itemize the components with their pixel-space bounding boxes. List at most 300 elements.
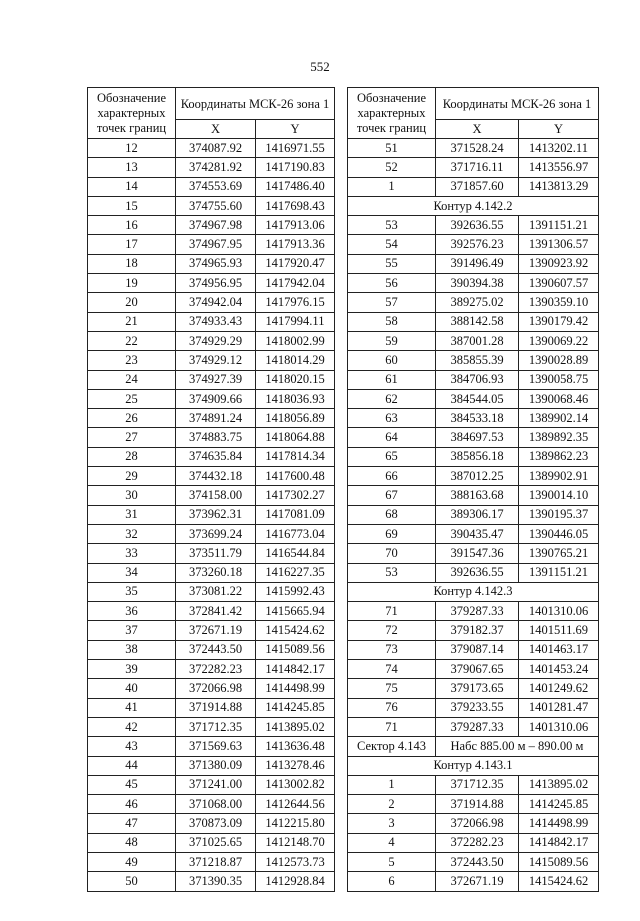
point-cell: 45 — [88, 775, 176, 794]
header-y: Y — [519, 120, 599, 139]
table-row — [348, 698, 599, 717]
table-row — [88, 872, 335, 891]
point-cell: 72 — [348, 621, 436, 640]
header-coords-title: Координаты МСК-26 зона 1 — [436, 88, 599, 120]
y-cell: 1390446.05 — [519, 524, 599, 543]
x-cell: 385855.39 — [436, 351, 519, 370]
y-cell: 1390195.37 — [519, 505, 599, 524]
y-cell: 1413636.48 — [256, 737, 335, 756]
table-row — [348, 872, 599, 891]
x-cell: 373081.22 — [176, 582, 256, 601]
x-cell: 371914.88 — [436, 795, 519, 814]
y-cell: 1390359.10 — [519, 293, 599, 312]
point-cell: 42 — [88, 717, 176, 736]
header-y: Y — [256, 120, 335, 139]
point-cell: 33 — [88, 544, 176, 563]
y-cell: 1391151.21 — [519, 563, 599, 582]
x-cell: 379287.33 — [436, 717, 519, 736]
table-row — [88, 775, 335, 794]
point-cell: 23 — [88, 351, 176, 370]
point-cell: 26 — [88, 409, 176, 428]
point-cell: 51 — [348, 139, 436, 158]
table-row — [348, 312, 599, 331]
y-cell: 1416544.84 — [256, 544, 335, 563]
y-cell: 1414842.17 — [256, 660, 335, 679]
table-row — [348, 389, 599, 408]
table-row — [348, 795, 599, 814]
point-cell: 76 — [348, 698, 436, 717]
table-row — [88, 467, 335, 486]
sector-label: Сектор 4.143 — [348, 737, 436, 756]
x-cell: 373962.31 — [176, 505, 256, 524]
table-row — [88, 852, 335, 871]
y-cell: 1412215.80 — [256, 814, 335, 833]
table-row — [88, 756, 335, 775]
y-cell: 1417920.47 — [256, 254, 335, 273]
y-cell: 1390014.10 — [519, 486, 599, 505]
table-row — [348, 177, 599, 196]
table-row — [348, 679, 599, 698]
table-row — [88, 428, 335, 447]
x-cell: 390435.47 — [436, 524, 519, 543]
point-cell: 28 — [88, 447, 176, 466]
table-row — [88, 196, 335, 215]
x-cell: 373511.79 — [176, 544, 256, 563]
x-cell: 372671.19 — [436, 872, 519, 891]
y-cell: 1414498.99 — [256, 679, 335, 698]
contour-row — [348, 756, 599, 775]
header-label-line: Обозначение — [96, 90, 167, 105]
x-cell: 390394.38 — [436, 274, 519, 293]
table-row — [348, 775, 599, 794]
x-cell: 374755.60 — [176, 196, 256, 215]
table-row — [88, 447, 335, 466]
point-cell: 35 — [88, 582, 176, 601]
y-cell: 1389862.23 — [519, 447, 599, 466]
x-cell: 374158.00 — [176, 486, 256, 505]
table-row — [88, 331, 335, 350]
point-cell: 43 — [88, 737, 176, 756]
point-cell: 27 — [88, 428, 176, 447]
y-cell: 1415089.56 — [519, 852, 599, 871]
point-cell: 17 — [88, 235, 176, 254]
y-cell: 1389892.35 — [519, 428, 599, 447]
header-point-label — [348, 88, 436, 139]
point-cell: 1 — [348, 177, 436, 196]
table-row — [348, 370, 599, 389]
point-cell: 30 — [88, 486, 176, 505]
header-x: X — [176, 120, 256, 139]
x-cell: 372066.98 — [436, 814, 519, 833]
point-cell: 34 — [88, 563, 176, 582]
table-body-left — [88, 139, 335, 892]
point-cell: 13 — [88, 158, 176, 177]
y-cell: 1391306.57 — [519, 235, 599, 254]
table-row — [88, 602, 335, 621]
point-cell: 5 — [348, 852, 436, 871]
x-cell: 372671.19 — [176, 621, 256, 640]
y-cell: 1401310.06 — [519, 717, 599, 736]
contour-label: Контур 4.142.2 — [348, 196, 599, 215]
x-cell: 389275.02 — [436, 293, 519, 312]
header-label-line: Обозначение — [356, 90, 427, 105]
y-cell: 1417190.83 — [256, 158, 335, 177]
point-cell: 74 — [348, 660, 436, 679]
point-cell: 61 — [348, 370, 436, 389]
x-cell: 371380.09 — [176, 756, 256, 775]
y-cell: 1401310.06 — [519, 602, 599, 621]
header-label-line: точек границ — [356, 120, 427, 135]
x-cell: 371857.60 — [436, 177, 519, 196]
table-row — [348, 486, 599, 505]
table-row — [88, 505, 335, 524]
point-cell: 24 — [88, 370, 176, 389]
contour-row — [348, 196, 599, 215]
point-cell: 31 — [88, 505, 176, 524]
x-cell: 374891.24 — [176, 409, 256, 428]
x-cell: 371218.87 — [176, 852, 256, 871]
point-cell: 38 — [88, 640, 176, 659]
x-cell: 373260.18 — [176, 563, 256, 582]
point-cell: 56 — [348, 274, 436, 293]
sector-row — [348, 737, 599, 756]
table-row — [348, 274, 599, 293]
table-row — [88, 814, 335, 833]
point-cell: 21 — [88, 312, 176, 331]
x-cell: 374635.84 — [176, 447, 256, 466]
point-cell: 36 — [88, 602, 176, 621]
y-cell: 1417698.43 — [256, 196, 335, 215]
x-cell: 371914.88 — [176, 698, 256, 717]
point-cell: 64 — [348, 428, 436, 447]
x-cell: 374929.29 — [176, 331, 256, 350]
y-cell: 1390069.22 — [519, 331, 599, 350]
x-cell: 388142.58 — [436, 312, 519, 331]
x-cell: 392576.23 — [436, 235, 519, 254]
table-body-right — [348, 139, 599, 892]
point-cell: 41 — [88, 698, 176, 717]
x-cell: 391547.36 — [436, 544, 519, 563]
x-cell: 372282.23 — [176, 660, 256, 679]
y-cell: 1390923.92 — [519, 254, 599, 273]
point-cell: 68 — [348, 505, 436, 524]
y-cell: 1418064.88 — [256, 428, 335, 447]
y-cell: 1401453.24 — [519, 660, 599, 679]
table-row — [88, 312, 335, 331]
table-row — [348, 833, 599, 852]
point-cell: 63 — [348, 409, 436, 428]
coordinates-table-right — [347, 87, 599, 892]
point-cell: 48 — [88, 833, 176, 852]
x-cell: 370873.09 — [176, 814, 256, 833]
y-cell: 1401463.17 — [519, 640, 599, 659]
x-cell: 392636.55 — [436, 216, 519, 235]
table-row — [88, 582, 335, 601]
point-cell: 22 — [88, 331, 176, 350]
table-row — [348, 254, 599, 273]
y-cell: 1389902.14 — [519, 409, 599, 428]
table-row — [348, 293, 599, 312]
x-cell: 371528.24 — [436, 139, 519, 158]
y-cell: 1416773.04 — [256, 524, 335, 543]
x-cell: 391496.49 — [436, 254, 519, 273]
point-cell: 49 — [88, 852, 176, 871]
y-cell: 1417913.06 — [256, 216, 335, 235]
y-cell: 1413002.82 — [256, 775, 335, 794]
header-label-line: точек границ — [96, 120, 167, 135]
x-cell: 392636.55 — [436, 563, 519, 582]
table-row — [88, 158, 335, 177]
contour-row — [348, 582, 599, 601]
x-cell: 374909.66 — [176, 389, 256, 408]
table-row — [348, 602, 599, 621]
point-cell: 58 — [348, 312, 436, 331]
x-cell: 374553.69 — [176, 177, 256, 196]
table-row — [88, 177, 335, 196]
table-row — [348, 428, 599, 447]
coordinates-table-left — [87, 87, 335, 892]
y-cell: 1390765.21 — [519, 544, 599, 563]
y-cell: 1390607.57 — [519, 274, 599, 293]
point-cell: 57 — [348, 293, 436, 312]
point-cell: 47 — [88, 814, 176, 833]
x-cell: 379087.14 — [436, 640, 519, 659]
x-cell: 374929.12 — [176, 351, 256, 370]
x-cell: 384533.18 — [436, 409, 519, 428]
y-cell: 1401511.69 — [519, 621, 599, 640]
table-row — [348, 467, 599, 486]
point-cell: 73 — [348, 640, 436, 659]
x-cell: 387001.28 — [436, 331, 519, 350]
header-x: X — [436, 120, 519, 139]
y-cell: 1417302.27 — [256, 486, 335, 505]
table-row — [88, 737, 335, 756]
table-row — [88, 389, 335, 408]
y-cell: 1415424.62 — [256, 621, 335, 640]
y-cell: 1390068.46 — [519, 389, 599, 408]
table-row — [88, 640, 335, 659]
point-cell: 6 — [348, 872, 436, 891]
y-cell: 1418002.99 — [256, 331, 335, 350]
x-cell: 371569.63 — [176, 737, 256, 756]
x-cell: 371241.00 — [176, 775, 256, 794]
x-cell: 374965.93 — [176, 254, 256, 273]
y-cell: 1414842.17 — [519, 833, 599, 852]
point-cell: 71 — [348, 602, 436, 621]
x-cell: 384544.05 — [436, 389, 519, 408]
table-row — [348, 447, 599, 466]
x-cell: 371712.35 — [436, 775, 519, 794]
y-cell: 1413813.29 — [519, 177, 599, 196]
point-cell: 4 — [348, 833, 436, 852]
y-cell: 1390058.75 — [519, 370, 599, 389]
table-row — [88, 139, 335, 158]
table-row — [348, 852, 599, 871]
x-cell: 374942.04 — [176, 293, 256, 312]
y-cell: 1412928.84 — [256, 872, 335, 891]
point-cell: 46 — [88, 795, 176, 814]
x-cell: 374281.92 — [176, 158, 256, 177]
point-cell: 12 — [88, 139, 176, 158]
y-cell: 1413278.46 — [256, 756, 335, 775]
table-row — [88, 293, 335, 312]
table-row — [88, 698, 335, 717]
point-cell: 2 — [348, 795, 436, 814]
x-cell: 384697.53 — [436, 428, 519, 447]
table-row — [88, 486, 335, 505]
point-cell: 32 — [88, 524, 176, 543]
table-row — [88, 717, 335, 736]
point-cell: 44 — [88, 756, 176, 775]
x-cell: 384706.93 — [436, 370, 519, 389]
x-cell: 374967.98 — [176, 216, 256, 235]
x-cell: 385856.18 — [436, 447, 519, 466]
table-row — [348, 409, 599, 428]
y-cell: 1413202.11 — [519, 139, 599, 158]
table-row — [348, 544, 599, 563]
point-cell: 29 — [88, 467, 176, 486]
x-cell: 388163.68 — [436, 486, 519, 505]
table-row — [88, 216, 335, 235]
x-cell: 372282.23 — [436, 833, 519, 852]
y-cell: 1412644.56 — [256, 795, 335, 814]
y-cell: 1401249.62 — [519, 679, 599, 698]
sector-value: Набс 885.00 м – 890.00 м — [436, 737, 599, 756]
point-cell: 25 — [88, 389, 176, 408]
point-cell: 18 — [88, 254, 176, 273]
table-row — [348, 139, 599, 158]
point-cell: 15 — [88, 196, 176, 215]
table-row — [88, 833, 335, 852]
x-cell: 387012.25 — [436, 467, 519, 486]
table-row — [88, 795, 335, 814]
table-row — [348, 331, 599, 350]
y-cell: 1418014.29 — [256, 351, 335, 370]
y-cell: 1401281.47 — [519, 698, 599, 717]
table-row — [348, 717, 599, 736]
x-cell: 374927.39 — [176, 370, 256, 389]
table-row — [88, 563, 335, 582]
point-cell: 40 — [88, 679, 176, 698]
header-point-label — [88, 88, 176, 139]
point-cell: 55 — [348, 254, 436, 273]
y-cell: 1417814.34 — [256, 447, 335, 466]
y-cell: 1417913.36 — [256, 235, 335, 254]
point-cell: 52 — [348, 158, 436, 177]
x-cell: 374883.75 — [176, 428, 256, 447]
table-row — [348, 640, 599, 659]
y-cell: 1390028.89 — [519, 351, 599, 370]
x-cell: 371025.65 — [176, 833, 256, 852]
point-cell: 69 — [348, 524, 436, 543]
point-cell: 50 — [88, 872, 176, 891]
table-row — [348, 563, 599, 582]
y-cell: 1417994.11 — [256, 312, 335, 331]
x-cell: 379067.65 — [436, 660, 519, 679]
x-cell: 371712.35 — [176, 717, 256, 736]
contour-label: Контур 4.142.3 — [348, 582, 599, 601]
contour-label: Контур 4.143.1 — [348, 756, 599, 775]
table-row — [348, 158, 599, 177]
x-cell: 372443.50 — [176, 640, 256, 659]
x-cell: 374087.92 — [176, 139, 256, 158]
y-cell: 1417081.09 — [256, 505, 335, 524]
table-row — [348, 621, 599, 640]
y-cell: 1418036.93 — [256, 389, 335, 408]
y-cell: 1418020.15 — [256, 370, 335, 389]
point-cell: 16 — [88, 216, 176, 235]
y-cell: 1417486.40 — [256, 177, 335, 196]
x-cell: 389306.17 — [436, 505, 519, 524]
x-cell: 371068.00 — [176, 795, 256, 814]
x-cell: 379173.65 — [436, 679, 519, 698]
point-cell: 75 — [348, 679, 436, 698]
point-cell: 20 — [88, 293, 176, 312]
x-cell: 379182.37 — [436, 621, 519, 640]
page-number: 552 — [310, 59, 330, 74]
y-cell: 1417600.48 — [256, 467, 335, 486]
point-cell: 62 — [348, 389, 436, 408]
x-cell: 379233.55 — [436, 698, 519, 717]
table-row — [348, 235, 599, 254]
header-label-line: характерных — [357, 105, 426, 120]
x-cell: 374967.95 — [176, 235, 256, 254]
table-row — [88, 679, 335, 698]
point-cell: 60 — [348, 351, 436, 370]
table-row — [348, 505, 599, 524]
y-cell: 1412148.70 — [256, 833, 335, 852]
y-cell: 1391151.21 — [519, 216, 599, 235]
y-cell: 1415665.94 — [256, 602, 335, 621]
y-cell: 1414245.85 — [519, 795, 599, 814]
x-cell: 374933.43 — [176, 312, 256, 331]
point-cell: 53 — [348, 563, 436, 582]
y-cell: 1389902.91 — [519, 467, 599, 486]
point-cell: 54 — [348, 235, 436, 254]
x-cell: 379287.33 — [436, 602, 519, 621]
table-row — [348, 216, 599, 235]
x-cell: 371716.11 — [436, 158, 519, 177]
point-cell: 3 — [348, 814, 436, 833]
table-row — [348, 351, 599, 370]
table-row — [348, 524, 599, 543]
point-cell: 71 — [348, 717, 436, 736]
x-cell: 373699.24 — [176, 524, 256, 543]
table-row — [88, 621, 335, 640]
header-coords-title: Координаты МСК-26 зона 1 — [176, 88, 335, 120]
y-cell: 1390179.42 — [519, 312, 599, 331]
table-row — [88, 544, 335, 563]
point-cell: 39 — [88, 660, 176, 679]
point-cell: 14 — [88, 177, 176, 196]
table-row — [88, 274, 335, 293]
point-cell: 65 — [348, 447, 436, 466]
y-cell: 1418056.89 — [256, 409, 335, 428]
x-cell: 372841.42 — [176, 602, 256, 621]
y-cell: 1415992.43 — [256, 582, 335, 601]
table-row — [88, 370, 335, 389]
x-cell: 374956.95 — [176, 274, 256, 293]
table-row — [88, 524, 335, 543]
table-row — [88, 660, 335, 679]
point-cell: 70 — [348, 544, 436, 563]
table-row — [348, 660, 599, 679]
x-cell: 372066.98 — [176, 679, 256, 698]
x-cell: 371390.35 — [176, 872, 256, 891]
y-cell: 1413895.02 — [519, 775, 599, 794]
y-cell: 1413556.97 — [519, 158, 599, 177]
point-cell: 19 — [88, 274, 176, 293]
